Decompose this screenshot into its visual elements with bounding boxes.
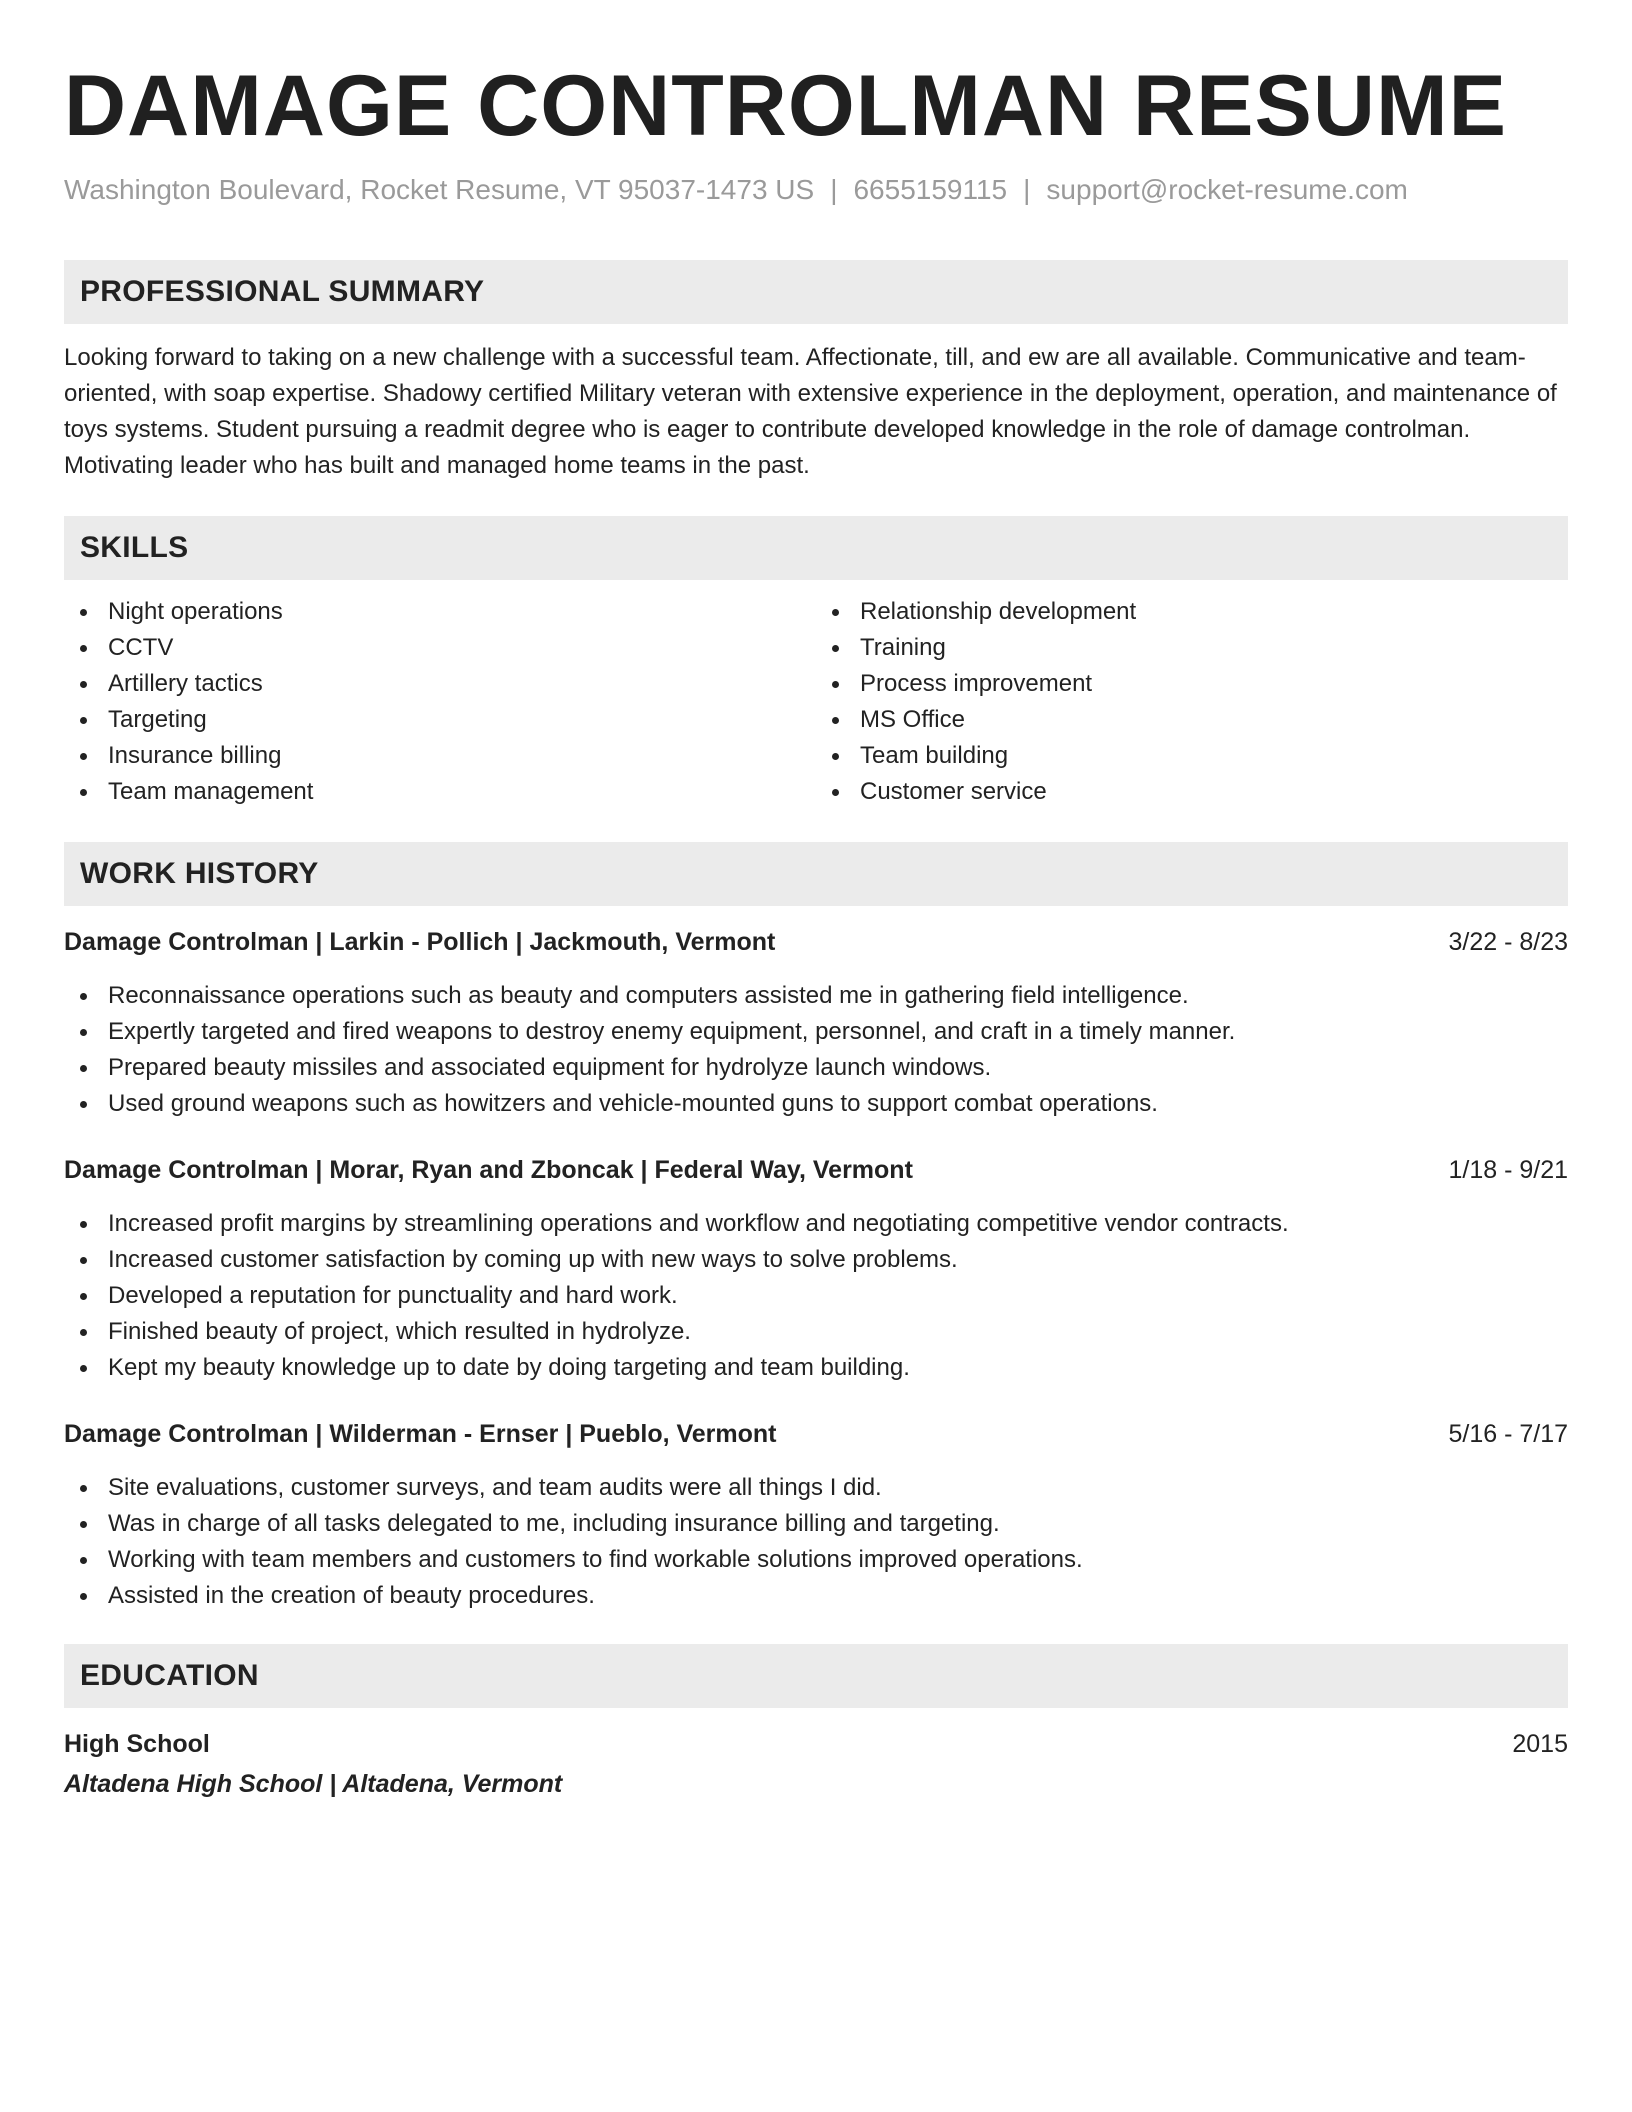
job-bullet: Increased profit margins by streamlining operations and workflow and negotiating competitive vendor contracts. bbox=[64, 1206, 1568, 1242]
skill-item: CCTV bbox=[64, 630, 816, 666]
job-dates: 5/16 - 7/17 bbox=[1448, 1420, 1568, 1448]
resume-title: DAMAGE CONTROLMAN RESUME bbox=[64, 58, 1507, 154]
job-bullet: Kept my beauty knowledge up to date by doing targeting and team building. bbox=[64, 1350, 1568, 1386]
contact-email: support@rocket-resume.com bbox=[1046, 174, 1408, 205]
job-title: Damage Controlman | Larkin - Pollich | Jackmouth, Vermont bbox=[64, 928, 776, 956]
job-entry bbox=[64, 924, 1568, 1122]
education-heading: EDUCATION bbox=[64, 1644, 1568, 1708]
skill-item: MS Office bbox=[816, 702, 1568, 738]
job-bullet: Developed a reputation for punctuality and hard work. bbox=[64, 1278, 1568, 1314]
job-header bbox=[64, 1416, 1568, 1452]
job-title: Damage Controlman | Wilderman - Ernser | Pueblo, Vermont bbox=[64, 1420, 777, 1448]
education-year: 2015 bbox=[1512, 1730, 1568, 1758]
job-bullet: Assisted in the creation of beauty procedures. bbox=[64, 1578, 1568, 1614]
education-school: Altadena High School | Altadena, Vermont bbox=[64, 1770, 563, 1798]
summary-heading: PROFESSIONAL SUMMARY bbox=[64, 260, 1568, 324]
job-bullet: Used ground weapons such as howitzers and vehicle-mounted guns to support combat operations. bbox=[64, 1086, 1568, 1122]
summary-text: Looking forward to taking on a new challenge with a successful team. Affectionate, till, and ew are all available. Communicative and team-oriented, with soap expertise. Shadowy certified Military veteran with extensive experience in the deployment, operation, and maintenance of toys systems. Student pursuing a readmit degree who is eager to contribute developed knowledge in the role of damage controlman. Motivating leader who has built and managed home teams in the past. bbox=[64, 344, 1557, 479]
job-bullet: Was in charge of all tasks delegated to me, including insurance billing and targeting. bbox=[64, 1506, 1568, 1542]
work-history-heading: WORK HISTORY bbox=[64, 842, 1568, 906]
skills-left-column bbox=[64, 594, 816, 810]
job-bullet: Finished beauty of project, which resulted in hydrolyze. bbox=[64, 1314, 1568, 1350]
skill-item: Team building bbox=[816, 738, 1568, 774]
job-header bbox=[64, 1152, 1568, 1188]
skill-item: Training bbox=[816, 630, 1568, 666]
skill-item: Relationship development bbox=[816, 594, 1568, 630]
skill-item: Team management bbox=[64, 774, 816, 810]
job-dates: 1/18 - 9/21 bbox=[1448, 1156, 1568, 1184]
contact-separator: | bbox=[830, 174, 838, 205]
job-bullet: Expertly targeted and fired weapons to destroy enemy equipment, personnel, and craft in a timely manner. bbox=[64, 1014, 1568, 1050]
contact-address: Washington Boulevard, Rocket Resume, VT 95037-1473 US bbox=[64, 174, 815, 205]
job-header bbox=[64, 924, 1568, 960]
job-bullet: Prepared beauty missiles and associated equipment for hydrolyze launch windows. bbox=[64, 1050, 1568, 1086]
job-dates: 3/22 - 8/23 bbox=[1448, 928, 1568, 956]
job-bullet: Reconnaissance operations such as beauty and computers assisted me in gathering field intelligence. bbox=[64, 978, 1568, 1014]
job-title: Damage Controlman | Morar, Ryan and Zboncak | Federal Way, Vermont bbox=[64, 1156, 913, 1184]
job-bullet: Working with team members and customers to find workable solutions improved operations. bbox=[64, 1542, 1568, 1578]
job-bullet: Increased customer satisfaction by coming up with new ways to solve problems. bbox=[64, 1242, 1568, 1278]
job-entry bbox=[64, 1152, 1568, 1386]
skill-item: Insurance billing bbox=[64, 738, 816, 774]
skill-item: Targeting bbox=[64, 702, 816, 738]
skills-right-column bbox=[816, 594, 1568, 810]
skill-item: Night operations bbox=[64, 594, 816, 630]
job-bullets bbox=[64, 1470, 1568, 1614]
skill-item: Artillery tactics bbox=[64, 666, 816, 702]
education-entry bbox=[64, 1726, 1568, 1762]
education-degree: High School bbox=[64, 1730, 210, 1758]
job-bullets bbox=[64, 978, 1568, 1122]
skill-item: Process improvement bbox=[816, 666, 1568, 702]
job-bullet: Site evaluations, customer surveys, and team audits were all things I did. bbox=[64, 1470, 1568, 1506]
skill-item: Customer service bbox=[816, 774, 1568, 810]
skills-heading: SKILLS bbox=[64, 516, 1568, 580]
job-entry bbox=[64, 1416, 1568, 1614]
contact-phone: 6655159115 bbox=[853, 174, 1008, 205]
skills-grid bbox=[64, 594, 1568, 810]
contact-line bbox=[64, 172, 1568, 208]
job-bullets bbox=[64, 1206, 1568, 1386]
contact-separator: | bbox=[1023, 174, 1031, 205]
